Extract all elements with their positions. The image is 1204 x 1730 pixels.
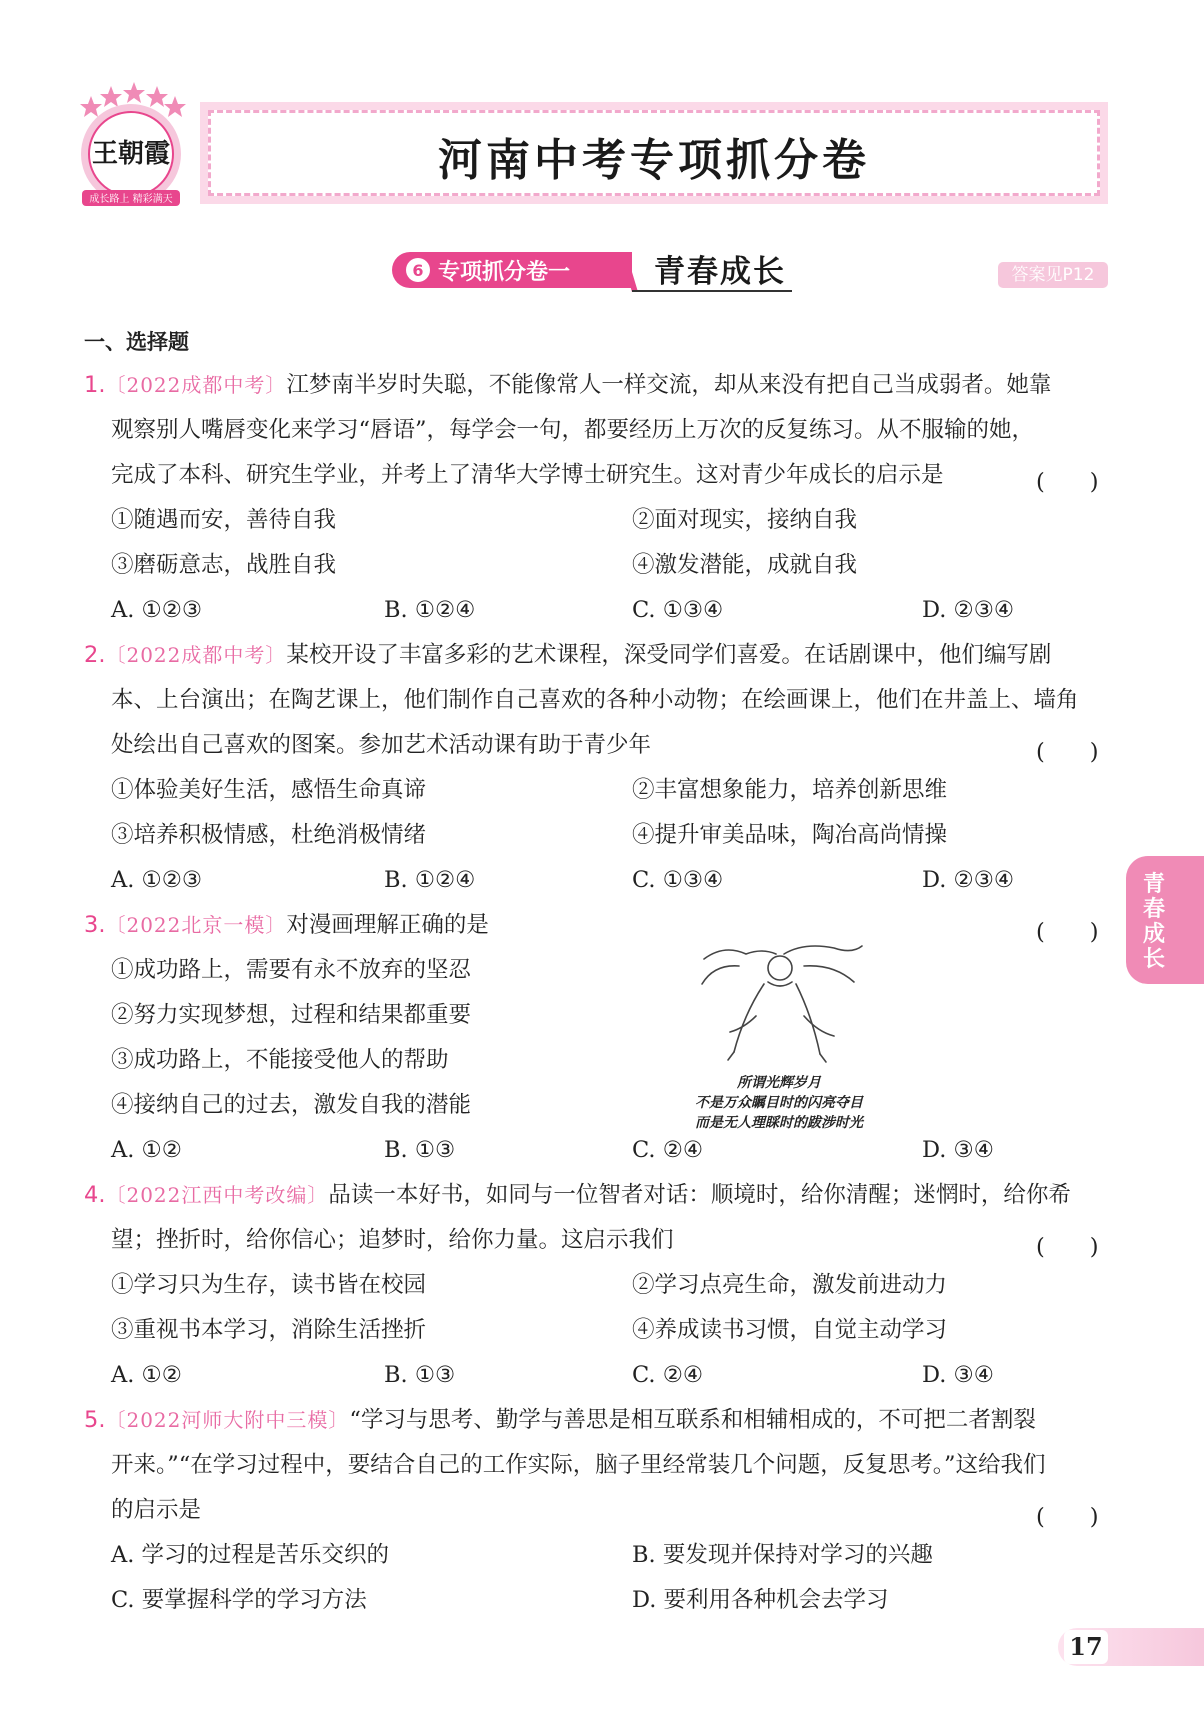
section-topic: 青春成长: [654, 254, 786, 290]
side-tab-label: 青春成长: [1142, 872, 1165, 972]
question-stem: 观察别人嘴唇变化来学习“唇语”，每学会一句，都要经历上万次的反复练习。从不服输的她，: [111, 417, 1035, 443]
question-stem: 对漫画理解正确的是: [286, 912, 489, 938]
option-c[interactable]: C. ②④: [632, 1362, 704, 1388]
option-d[interactable]: D. ②③④: [922, 867, 1015, 893]
answer-blank[interactable]: ( ): [1036, 919, 1099, 945]
statement: ③重视书本学习，消除生活挫折: [111, 1317, 427, 1343]
part-heading: 一、选择题: [84, 330, 189, 354]
statement: ②努力实现梦想，过程和结果都重要: [111, 1002, 472, 1028]
answer-blank[interactable]: ( ): [1036, 1504, 1099, 1530]
question-source: 〔2022成都中考〕: [105, 643, 287, 667]
svg-text:成长路上 精彩满天: 成长路上 精彩满天: [89, 194, 173, 205]
question-stem: 望；挫折时，给你信心；追梦时，给你力量。这启示我们: [111, 1227, 674, 1253]
option-a[interactable]: A. ①②: [111, 1362, 182, 1388]
section-divider-icon: [620, 248, 638, 292]
option-c[interactable]: C. 要掌握科学的学习方法: [111, 1587, 367, 1613]
question-stem: 的启示是: [111, 1497, 202, 1523]
option-d[interactable]: D. ②③④: [922, 597, 1015, 623]
question-source: 〔2022江西中考改编〕: [105, 1183, 329, 1207]
question-stem: 开来。”“在学习过程中，要结合自己的工作实际，脑子里经常装几个问题，反复思考。”这给我们: [111, 1452, 1046, 1478]
topic-underline: [632, 290, 792, 292]
question-stem: “学习与思考、勤学与善思是相互联系和相辅相成的，不可把二者割裂: [349, 1407, 1036, 1433]
statement: ②丰富想象能力，培养创新思维: [632, 777, 948, 803]
statement: ②面对现实，接纳自我: [632, 507, 858, 533]
statement: ②学习点亮生命，激发前进动力: [632, 1272, 948, 1298]
option-b[interactable]: B. ①②④: [384, 597, 476, 623]
option-c[interactable]: C. ②④: [632, 1137, 704, 1163]
statement: ③磨砺意志，战胜自我: [111, 552, 337, 578]
cartoon-caption: 所谓光辉岁月: [737, 1075, 821, 1091]
question-source: 〔2022北京一模〕: [105, 913, 287, 937]
publisher-logo: [72, 82, 190, 212]
answer-blank[interactable]: ( ): [1036, 739, 1099, 765]
cartoon-caption: 而是无人理睬时的跋涉时光: [695, 1115, 863, 1131]
statement: ①体验美好生活，感悟生命真谛: [111, 777, 427, 803]
statement: ③成功路上，不能接受他人的帮助: [111, 1047, 449, 1073]
question-number: 1.: [84, 372, 106, 398]
climber-icon: [684, 924, 874, 1064]
chapter-side-tab: [1126, 856, 1204, 984]
option-b[interactable]: B. 要发现并保持对学习的兴趣: [632, 1542, 933, 1568]
statement: ①学习只为生存，读书皆在校园: [111, 1272, 427, 1298]
option-a[interactable]: A. 学习的过程是苦乐交织的: [111, 1542, 390, 1568]
question-stem: 本、上台演出；在陶艺课上，他们制作自己喜欢的各种小动物；在绘画课上，他们在井盖上、墙角: [111, 687, 1079, 713]
option-c[interactable]: C. ①③④: [632, 597, 724, 623]
question-source: 〔2022河师大附中三模〕: [105, 1408, 350, 1432]
answer-blank[interactable]: ( ): [1036, 1234, 1099, 1260]
answer-blank[interactable]: ( ): [1036, 469, 1099, 495]
statement: ④养成读书习惯，自觉主动学习: [632, 1317, 948, 1343]
option-d[interactable]: D. ③④: [922, 1362, 994, 1388]
section-number: 6: [406, 258, 430, 282]
statement: ①随遇而安，善待自我: [111, 507, 337, 533]
question-stem: 品读一本好书，如同与一位智者对话：顺境时，给你清醒；迷惘时，给你希: [328, 1182, 1071, 1208]
option-a[interactable]: A. ①②: [111, 1137, 182, 1163]
statement: ④激发潜能，成就自我: [632, 552, 858, 578]
question-stem: 处绘出自己喜欢的图案。参加艺术活动课有助于青少年: [111, 732, 652, 758]
option-d[interactable]: D. ③④: [922, 1137, 994, 1163]
question-number: 4.: [84, 1182, 106, 1208]
page-title: 河南中考专项抓分卷: [438, 135, 870, 186]
section-label-text: 专项抓分卷一: [438, 259, 571, 285]
option-b[interactable]: B. ①③: [384, 1362, 456, 1388]
option-a[interactable]: A. ①②③: [111, 597, 203, 623]
title-banner: [198, 100, 1110, 206]
option-c[interactable]: C. ①③④: [632, 867, 724, 893]
option-b[interactable]: B. ①②④: [384, 867, 476, 893]
question-stem: 完成了本科、研究生学业，并考上了清华大学博士研究生。这对青少年成长的启示是: [111, 462, 944, 488]
statement: ①成功路上，需要有永不放弃的坚忍: [111, 957, 472, 983]
page-number: 17: [1064, 1630, 1108, 1664]
statement: ④提升审美品味，陶冶高尚情操: [632, 822, 948, 848]
question-source: 〔2022成都中考〕: [105, 373, 287, 397]
question-number: 3.: [84, 912, 106, 938]
question-stem: 江梦南半岁时失聪，不能像常人一样交流，却从来没有把自己当成弱者。她靠: [286, 372, 1052, 398]
statement: ④接纳自己的过去，激发自我的潜能: [111, 1092, 472, 1118]
question-stem: 某校开设了丰富多彩的艺术课程，深受同学们喜爱。在话剧课中，他们编写剧: [286, 642, 1052, 668]
option-b[interactable]: B. ①③: [384, 1137, 456, 1163]
cartoon-caption: 不是万众瞩目时的闪亮夺目: [695, 1095, 863, 1111]
svg-text:王朝霞: 王朝霞: [91, 139, 171, 169]
option-d[interactable]: D. 要利用各种机会去学习: [632, 1587, 889, 1613]
answer-reference: 答案见P12: [998, 262, 1108, 288]
question-number: 5.: [84, 1407, 106, 1433]
cartoon-illustration: [684, 924, 874, 1134]
question-number: 2.: [84, 642, 106, 668]
statement: ③培养积极情感，杜绝消极情绪: [111, 822, 427, 848]
option-a[interactable]: A. ①②③: [111, 867, 203, 893]
section-label: [392, 252, 632, 288]
